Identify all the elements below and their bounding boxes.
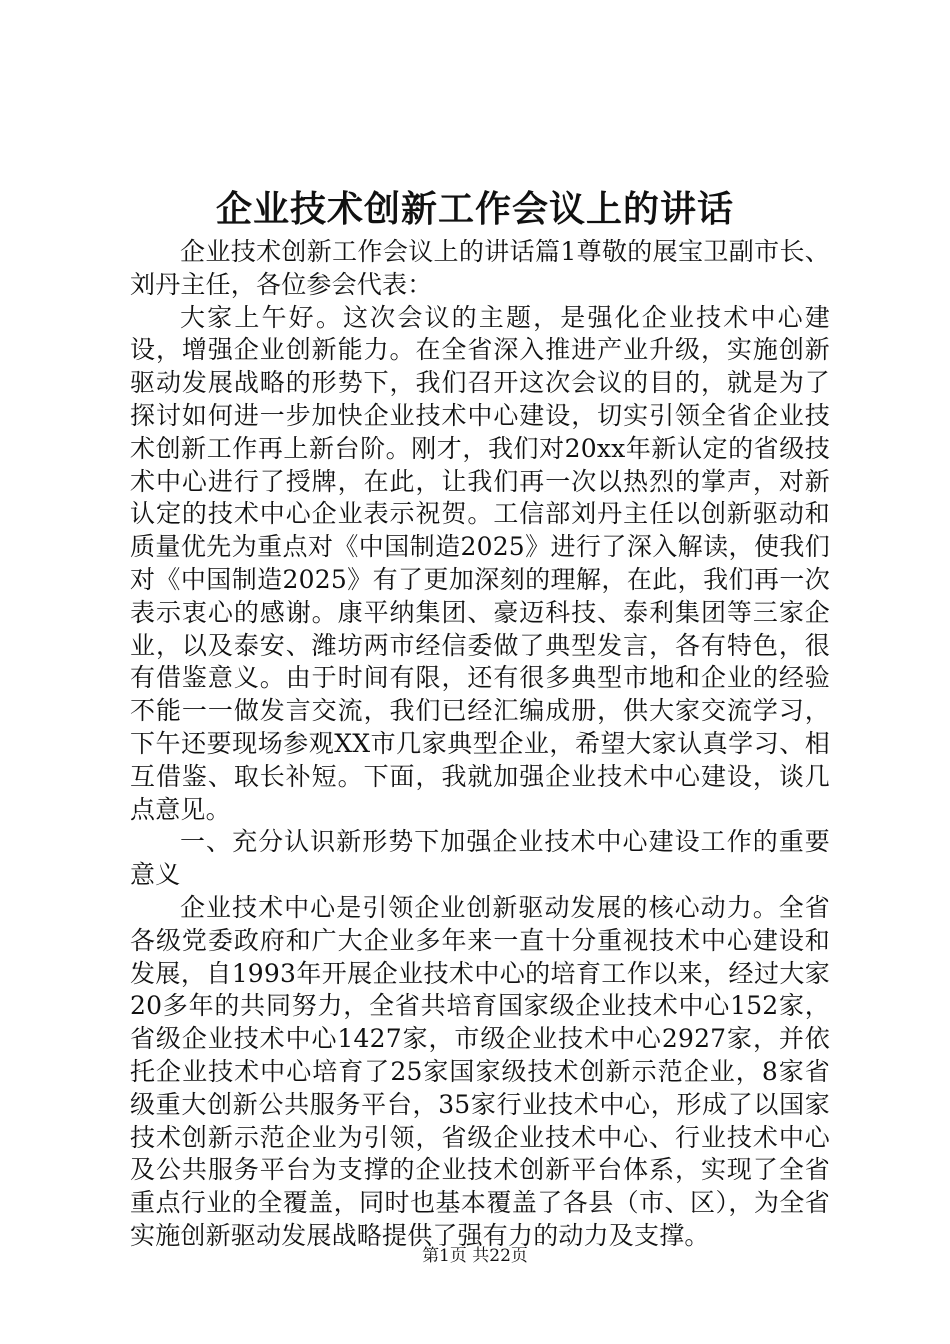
document-body [130,236,830,1253]
paragraph-greeting: 企业技术创新工作会议上的讲话篇1尊敬的展宝卫副市长、刘丹主任，各位参会代表： [130,237,830,299]
paragraph-section-1: 企业技术中心是引领企业创新驱动发展的核心动力。全省各级党委政府和广大企业多年来一直十分重视技术中心建设和发展，自1993年开展企业技术中心的培育工作以来，经过大家20多年的共同努力，全省共培育国家级企业技术中心152家，省级企业技术中心1427家，市级企业技术中心2927家，并依托企业技术中心培育了25家国家级技术创新示范企业，8家省级重大创新公共服务平台，35家行业技术中心，形成了以国家技术创新示范企业为引领，省级企业技术中心、行业技术中心及公共服务平台为支撑的企业技术创新平台体系，实现了全省重点行业的全覆盖，同时也基本覆盖了各县（市、区），为全省实施创新驱动发展战略提供了强有力的动力及支撑。 [130,892,830,1250]
section-heading-1: 一、充分认识新形势下加强企业技术中心建设工作的重要意义 [130,827,830,890]
page-footer: 第1页 共22页 [422,1246,528,1266]
paragraph-opening: 大家上午好。这次会议的主题，是强化企业技术中心建设，增强企业创新能力。在全省深入推进产业升级，实施创新驱动发展战略的形势下，我们召开这次会议的目的，就是为了探讨如何进一步加快企业技术中心建设，切实引领全省企业技术创新工作再上新台阶。刚才，我们对20xx年新认定的省级技术中心进行了授牌，在此，让我们再一次以热烈的掌声，对新认定的技术中心企业表示祝贺。工信部刘丹主任以创新驱动和质量优先为重点对《中国制造2025》进行了深入解读，使我们对《中国制造2025》有了更加深刻的理解，在此，我们再一次表示衷心的感谢。康平纳集团、豪迈科技、泰利集团等三家企业，以及泰安、潍坊两市经信委做了典型发言，各有特色，很有借鉴意义。由于时间有限，还有很多典型市地和企业的经验不能一一做发言交流，我们已经汇编成册，供大家交流学习，下午还要现场参观XX市几家典型企业，希望大家认真学习、相互借鉴、取长补短。下面，我就加强企业技术中心建设，谈几点意见。 [130,302,830,824]
document-title: 企业技术创新工作会议上的讲话 [215,188,734,230]
